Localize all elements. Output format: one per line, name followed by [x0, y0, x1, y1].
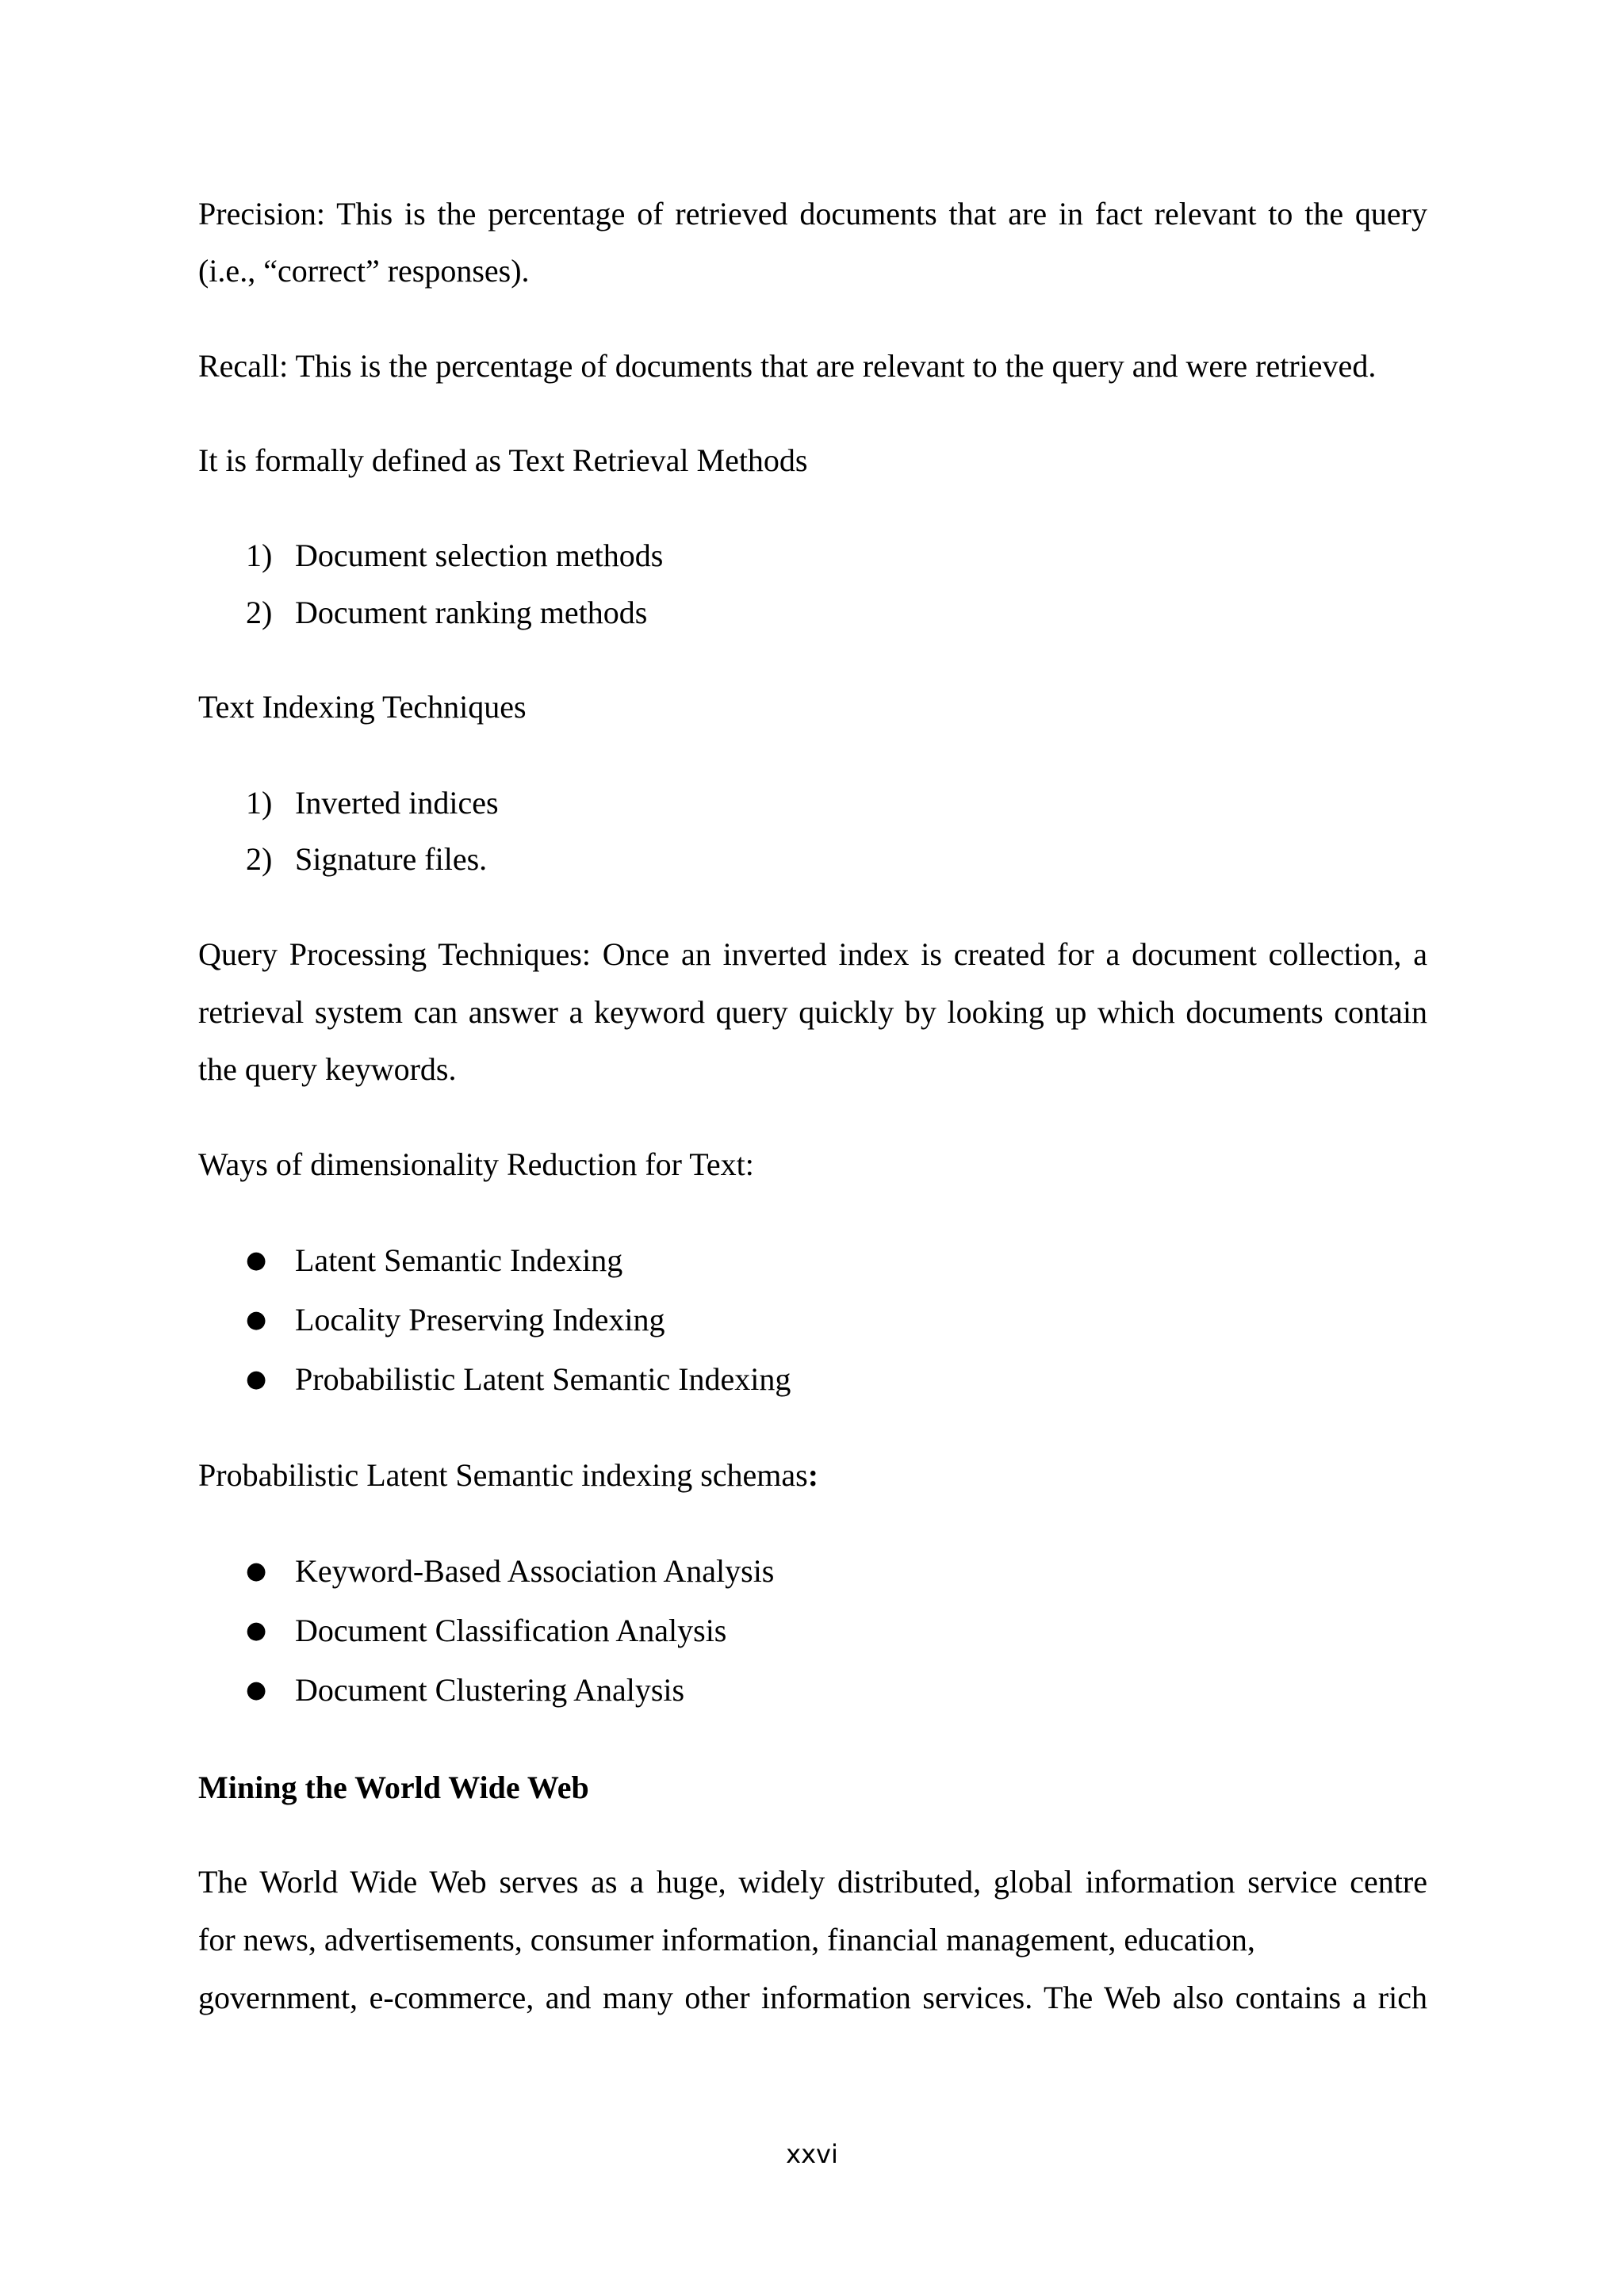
bullet-item-dimensionality	[246, 1360, 791, 1399]
bullet-item-schema	[246, 1612, 726, 1650]
query-processing-line-2: retrieval system can answer a keyword query quickly by looking up which documents contain	[198, 994, 1427, 1030]
bullet-icon: ●	[246, 1246, 267, 1274]
query-processing-line-3: the query keywords.	[198, 1051, 457, 1087]
schemas-heading	[198, 1456, 818, 1494]
schemas-heading-colon: :	[807, 1457, 819, 1493]
list-item-indexing-technique	[246, 784, 499, 822]
list-item-text: Keyword-Based Association Analysis	[295, 1553, 775, 1589]
bullet-icon: ●	[246, 1557, 267, 1585]
bullet-icon: ●	[246, 1365, 267, 1393]
web-paragraph-line-2: for news, advertisements, consumer information, financial management, education,	[198, 1922, 1255, 1957]
precision-line-1: Precision: This is the percentage of retrieved documents that are in fact relevant to the query	[198, 196, 1427, 232]
list-marker: 1)	[246, 538, 273, 573]
list-item-retrieval-method	[246, 537, 663, 575]
list-marker: 2)	[246, 841, 273, 877]
list-item-text: Probabilistic Latent Semantic Indexing	[295, 1361, 791, 1397]
recall-line: Recall: This is the percentage of documents that are relevant to the query and were retrieved.	[198, 348, 1377, 384]
list-item-text: Document ranking methods	[295, 595, 648, 630]
list-item-indexing-technique	[246, 840, 487, 878]
bullet-item-dimensionality	[246, 1301, 665, 1339]
bullet-item-schema	[246, 1552, 774, 1590]
list-item-text: Locality Preserving Indexing	[295, 1302, 665, 1337]
schemas-heading-text: Probabilistic Latent Semantic indexing schemas	[198, 1457, 808, 1493]
web-paragraph-line-1: The World Wide Web serves as a huge, widely distributed, global information service centre	[198, 1864, 1427, 1900]
dimensionality-heading: Ways of dimensionality Reduction for Text:	[198, 1146, 754, 1182]
bullet-item-dimensionality	[246, 1242, 622, 1280]
query-processing-line-1: Query Processing Techniques: Once an inverted index is created for a document collection, a	[198, 936, 1427, 972]
list-item-text: Document Classification Analysis	[295, 1613, 727, 1648]
list-item-text: Inverted indices	[295, 785, 499, 821]
list-item-text: Document Clustering Analysis	[295, 1672, 685, 1708]
list-item-text: Signature files.	[295, 841, 488, 877]
list-item-text: Latent Semantic Indexing	[295, 1242, 623, 1278]
list-item-retrieval-method	[246, 594, 647, 632]
bullet-item-schema	[246, 1671, 684, 1709]
bullet-icon: ●	[246, 1306, 267, 1334]
page-number: xxvi	[786, 2139, 838, 2169]
precision-line-2: (i.e., “correct” responses).	[198, 253, 530, 289]
bullet-icon: ●	[246, 1617, 267, 1644]
section-heading-web-mining: Mining the World Wide Web	[198, 1770, 589, 1805]
formal-definition-line: It is formally defined as Text Retrieval Methods	[198, 442, 808, 478]
list-item-text: Document selection methods	[295, 538, 664, 573]
web-paragraph-line-3: government, e-commerce, and many other information services. The Web also contains a rich	[198, 1980, 1427, 2015]
list-marker: 2)	[246, 595, 273, 630]
list-marker: 1)	[246, 785, 273, 821]
bullet-icon: ●	[246, 1676, 267, 1704]
indexing-heading: Text Indexing Techniques	[198, 689, 527, 725]
